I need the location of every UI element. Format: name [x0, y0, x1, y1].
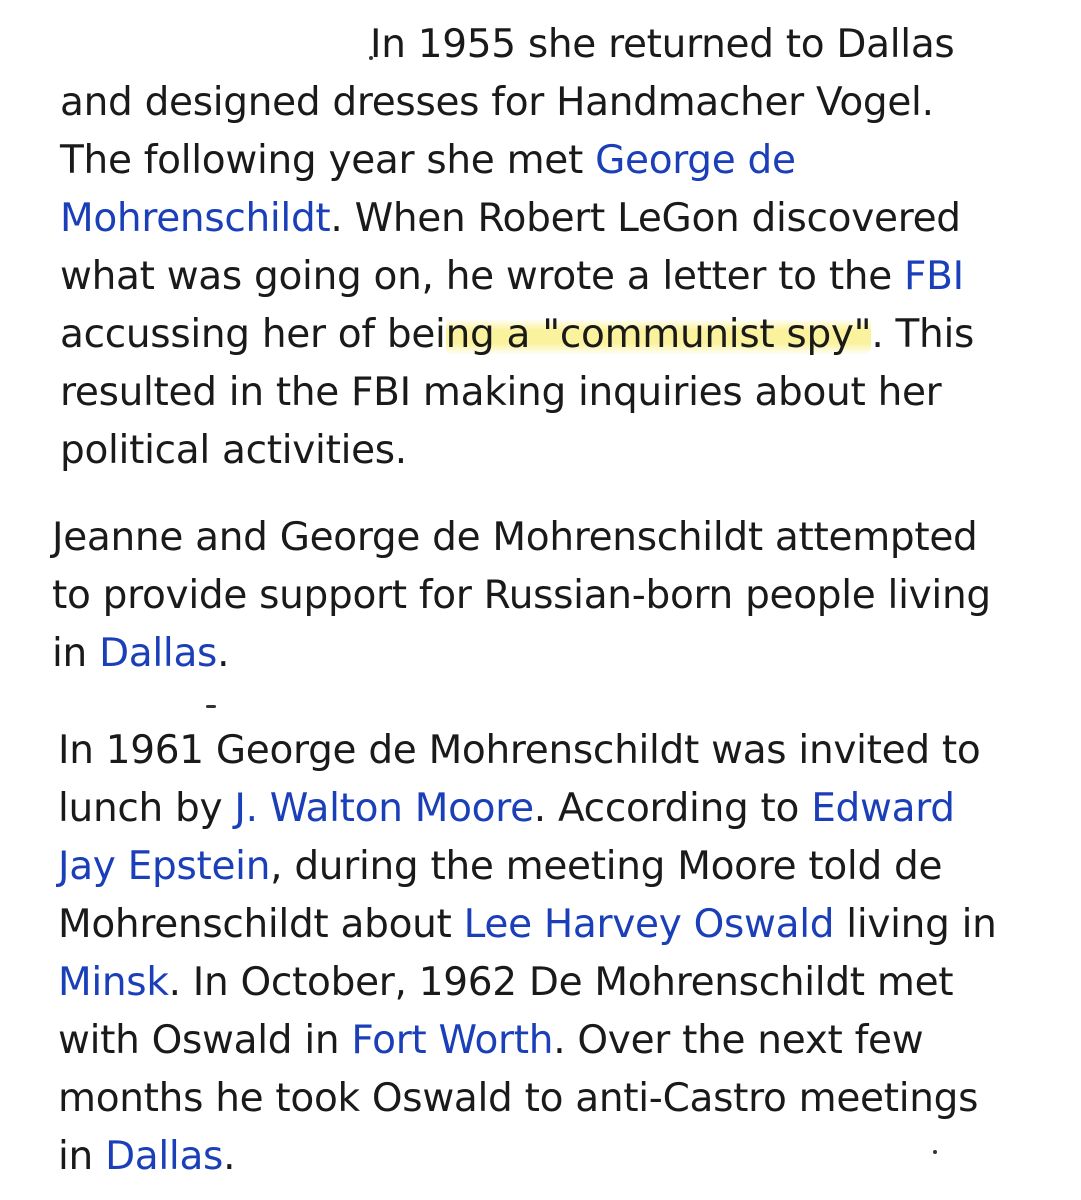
- text-segment: and designed dresses for Handmacher Vogel.: [60, 80, 934, 125]
- text-segment: accussing her of bei: [60, 312, 446, 357]
- text-segment: to provide support for Russian-born people living: [52, 573, 991, 618]
- link-dallas[interactable]: Dallas: [105, 1134, 224, 1179]
- text-segment: . Over the next few: [553, 1018, 924, 1063]
- text-segment: .: [217, 631, 230, 676]
- text-segment: lunch by: [58, 786, 235, 831]
- text-segment: living in: [834, 902, 997, 947]
- text-segment: In 1955 she returned to Dallas: [370, 22, 955, 67]
- text-segment: Jeanne and George de Mohrenschildt attempted: [52, 515, 978, 560]
- paragraph-1955: [60, 16, 1060, 480]
- text-segment: , during the meeting Moore told de: [270, 844, 943, 889]
- text-segment: in: [52, 631, 100, 676]
- text-segment: with Oswald in: [58, 1018, 352, 1063]
- stray-mark-2: [206, 705, 216, 708]
- text-segment: . This: [871, 312, 975, 357]
- text-segment: Mohrenschildt about: [58, 902, 464, 947]
- text-segment: resulted in the FBI making inquiries about her: [60, 370, 942, 415]
- text-segment: .: [223, 1134, 236, 1179]
- text-segment: in: [58, 1134, 106, 1179]
- link-dallas[interactable]: Dallas: [99, 631, 218, 676]
- link-fort-worth[interactable]: Fort Worth: [351, 1018, 554, 1063]
- link-j-walton-moore[interactable]: J. Walton Moore: [234, 786, 534, 831]
- paragraph-support: [52, 509, 1072, 683]
- text-segment: . In October, 1962 De Mohrenschildt met: [168, 960, 954, 1005]
- text-segment: The following year she met: [60, 138, 596, 183]
- text-segment: what was going on, he wrote a letter to the: [60, 254, 905, 299]
- text-segment: political activities.: [60, 428, 407, 473]
- text-segment: In 1961 George de Mohrenschildt was invited to: [58, 728, 981, 773]
- text-segment: months he took Oswald to anti-Castro meetings: [58, 1076, 979, 1121]
- text-segment: . According to: [533, 786, 812, 831]
- link-george-de-mohrenschildt[interactable]: George de Mohrenschildt: [60, 138, 796, 241]
- text-segment: . When Robert LeGon discovered: [330, 196, 961, 241]
- link-fbi[interactable]: FBI: [904, 254, 964, 299]
- highlighted-text: ng a "communist spy": [445, 312, 872, 357]
- link-edward-jay-epstein[interactable]: Edward Jay Epstein: [58, 786, 955, 889]
- link-lee-harvey-oswald[interactable]: Lee Harvey Oswald: [463, 902, 835, 947]
- link-minsk[interactable]: Minsk: [58, 960, 169, 1005]
- paragraph-1961: [58, 722, 1078, 1186]
